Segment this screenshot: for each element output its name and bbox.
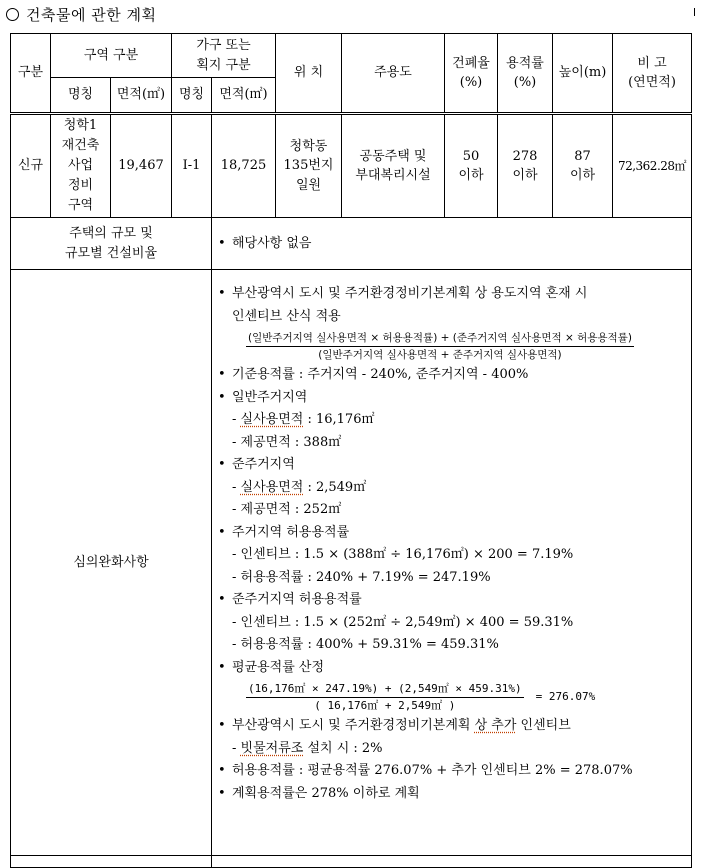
row-coverage-unit: 이하 [458, 168, 484, 183]
header-height: 높이(m) [553, 34, 613, 114]
building-plan-table [10, 33, 692, 868]
header-block-group-line2: 획지 구분 [196, 57, 251, 73]
relax-prefix: - [232, 412, 241, 427]
relax-line: 인센티브 산식 적용 [232, 308, 341, 324]
formula-average-result: = 276.07% [535, 689, 596, 703]
relax-label: 심의완화사항 [11, 270, 212, 856]
relax-content-body [218, 270, 691, 805]
row-location [276, 114, 342, 218]
page-edge-mark [694, 8, 695, 16]
housing-value-text: • 해당사항 없음 [218, 236, 311, 251]
relax-line: • 부산광역시 도시 및 주거환경정비기본계획 상 용도지역 혼재 시 [218, 283, 691, 306]
housing-label-line1: 주택의 규모 및 [69, 226, 153, 241]
relax-underlined: 실사용면적 [240, 412, 304, 427]
relax-line [218, 409, 691, 432]
formula-average-numerator: (16,176㎡ × 247.19%) + (2,549㎡ × 459.31%) [246, 682, 524, 698]
row-type: 신규 [11, 114, 51, 218]
page-title [6, 4, 156, 25]
row-main-use-line: 공동주택 및 [359, 148, 427, 164]
header-note [613, 34, 692, 114]
header-coverage [445, 34, 498, 114]
header-far [498, 34, 553, 114]
header-far-line1: 용적률 [506, 55, 544, 71]
relax-line: • 계획용적률은 278% 이하로 계획 [218, 783, 691, 806]
header-gubun: 구분 [11, 34, 51, 114]
row-location-line: 청학동 [289, 138, 328, 154]
row-zone-area: 19,467 [111, 114, 172, 218]
formula-incentive-numerator: (일반주거지역 실사용면적 × 허용용적률) + (준주거지역 실사용면적 × 허용용적률) [246, 331, 634, 347]
circle-bullet-icon [6, 8, 19, 21]
housing-row [11, 218, 692, 270]
relax-line: - 제공면적 : 252㎡ [232, 502, 342, 517]
row-location-line: 135번지 [283, 158, 334, 174]
formula-average-far [218, 679, 691, 715]
page-title-text: 건축물에 관한 계획 [26, 6, 157, 24]
header-row-1 [11, 34, 692, 78]
relax-prefix: - [232, 740, 241, 756]
row-zone-name-line: 재건축 [61, 138, 100, 153]
row-far-unit: 이하 [512, 168, 538, 183]
housing-value [212, 218, 692, 270]
trailing-cell-left [11, 856, 212, 868]
relax-line [218, 738, 691, 761]
relax-line: - 허용용적률 : 240% + 7.19% = 247.19% [232, 569, 491, 585]
header-zone-group: 구역 구분 [51, 34, 172, 78]
relax-line: • 주거지역 허용용적률 [218, 522, 691, 545]
formula-average-fraction [246, 682, 524, 713]
row-far-value: 278 [512, 148, 538, 164]
relax-underlined: 빗물저류조 [240, 740, 304, 756]
relax-row [11, 270, 692, 856]
relax-content [212, 270, 692, 856]
formula-incentive [218, 328, 691, 364]
relax-prefix: - [232, 479, 241, 495]
header-coverage-line2: (%) [459, 75, 483, 90]
relax-line: • 준주거지역 [218, 454, 691, 477]
row-zone-name-line: 정비 [67, 178, 94, 193]
row-far [498, 114, 553, 218]
relax-line: • 준주거지역 허용용적률 [218, 589, 691, 612]
header-block-group [172, 34, 276, 78]
row-block-name: Ⅰ-1 [172, 114, 212, 218]
relax-line: - 인센티브 : 1.5 × (388㎡ ÷ 16,176㎡) × 200 = 7.19% [232, 547, 574, 562]
housing-label [11, 218, 212, 270]
relax-line: • 기준용적률 : 주거지역 - 240%, 준주거지역 - 400% [218, 364, 691, 387]
row-height-unit: 이하 [569, 168, 596, 183]
header-far-line2: (%) [513, 75, 537, 90]
formula-incentive-fraction [246, 331, 634, 362]
relax-line: • 평균용적률 산정 [218, 657, 691, 680]
relax-suffix: : 2,549㎡ [303, 479, 367, 495]
row-zone-name-line: 청학1 [63, 118, 98, 133]
relax-prefix: 부산광역시 도시 및 주거환경정비기본계획 [232, 718, 475, 733]
row-zone-name-line: 구역 [67, 198, 94, 213]
row-main-use-line: 부대복리시설 [355, 168, 431, 183]
row-main-use [342, 114, 445, 218]
row-height [553, 114, 613, 218]
relax-suffix: 인센티브 [516, 718, 571, 733]
relax-line [218, 715, 691, 738]
header-note-line2: (연면적) [628, 75, 676, 90]
header-main-use: 주용도 [342, 34, 445, 114]
row-note: 72,362.28㎡ [613, 114, 692, 218]
row-height-value: 87 [574, 148, 591, 164]
row-coverage-value: 50 [462, 148, 480, 164]
relax-line: • 일반주거지역 [218, 387, 691, 410]
trailing-cell-right [212, 856, 692, 868]
relax-line: - 제공면적 : 388㎡ [232, 434, 342, 450]
row-zone-name-line: 사업 [67, 158, 94, 173]
relax-line: - 인센티브 : 1.5 × (252㎡ ÷ 2,549㎡) × 400 = 59.31% [232, 614, 574, 630]
header-note-line1: 비 고 [637, 55, 667, 71]
row-coverage [445, 114, 498, 218]
row-zone-name [51, 114, 111, 218]
header-block-area: 면적(㎡) [212, 78, 276, 114]
relax-underlined: 실사용면적 [240, 479, 304, 495]
header-block-group-line1: 가구 또는 [196, 38, 251, 53]
relax-suffix: 설치 시 : 2% [303, 740, 383, 756]
relax-suffix: : 16,176㎡ [303, 412, 375, 427]
header-zone-name: 명칭 [51, 78, 111, 114]
header-zone-area: 면적(㎡) [111, 78, 172, 114]
formula-incentive-denominator: (일반주거지역 실사용면적 + 준주거지역 실사용면적) [318, 348, 562, 361]
row-block-area: 18,725 [212, 114, 276, 218]
header-location: 위 치 [276, 34, 342, 114]
header-coverage-line1: 건폐율 [452, 55, 490, 71]
relax-line: - 허용용적률 : 400% + 59.31% = 459.31% [232, 637, 499, 652]
header-block-name: 명칭 [172, 78, 212, 114]
row-location-line: 일원 [295, 177, 322, 193]
data-row [11, 114, 692, 218]
housing-label-line2: 규모별 건설비율 [64, 245, 158, 261]
relax-underlined: 상 추가 [474, 718, 517, 733]
relax-line: • 허용용적률 : 평균용적률 276.07% + 추가 인센티브 2% = 278.07% [218, 760, 691, 783]
relax-line [218, 477, 691, 500]
formula-average-denominator: ( 16,176㎡ + 2,549㎡ ) [314, 698, 456, 712]
trailing-row [11, 856, 692, 868]
